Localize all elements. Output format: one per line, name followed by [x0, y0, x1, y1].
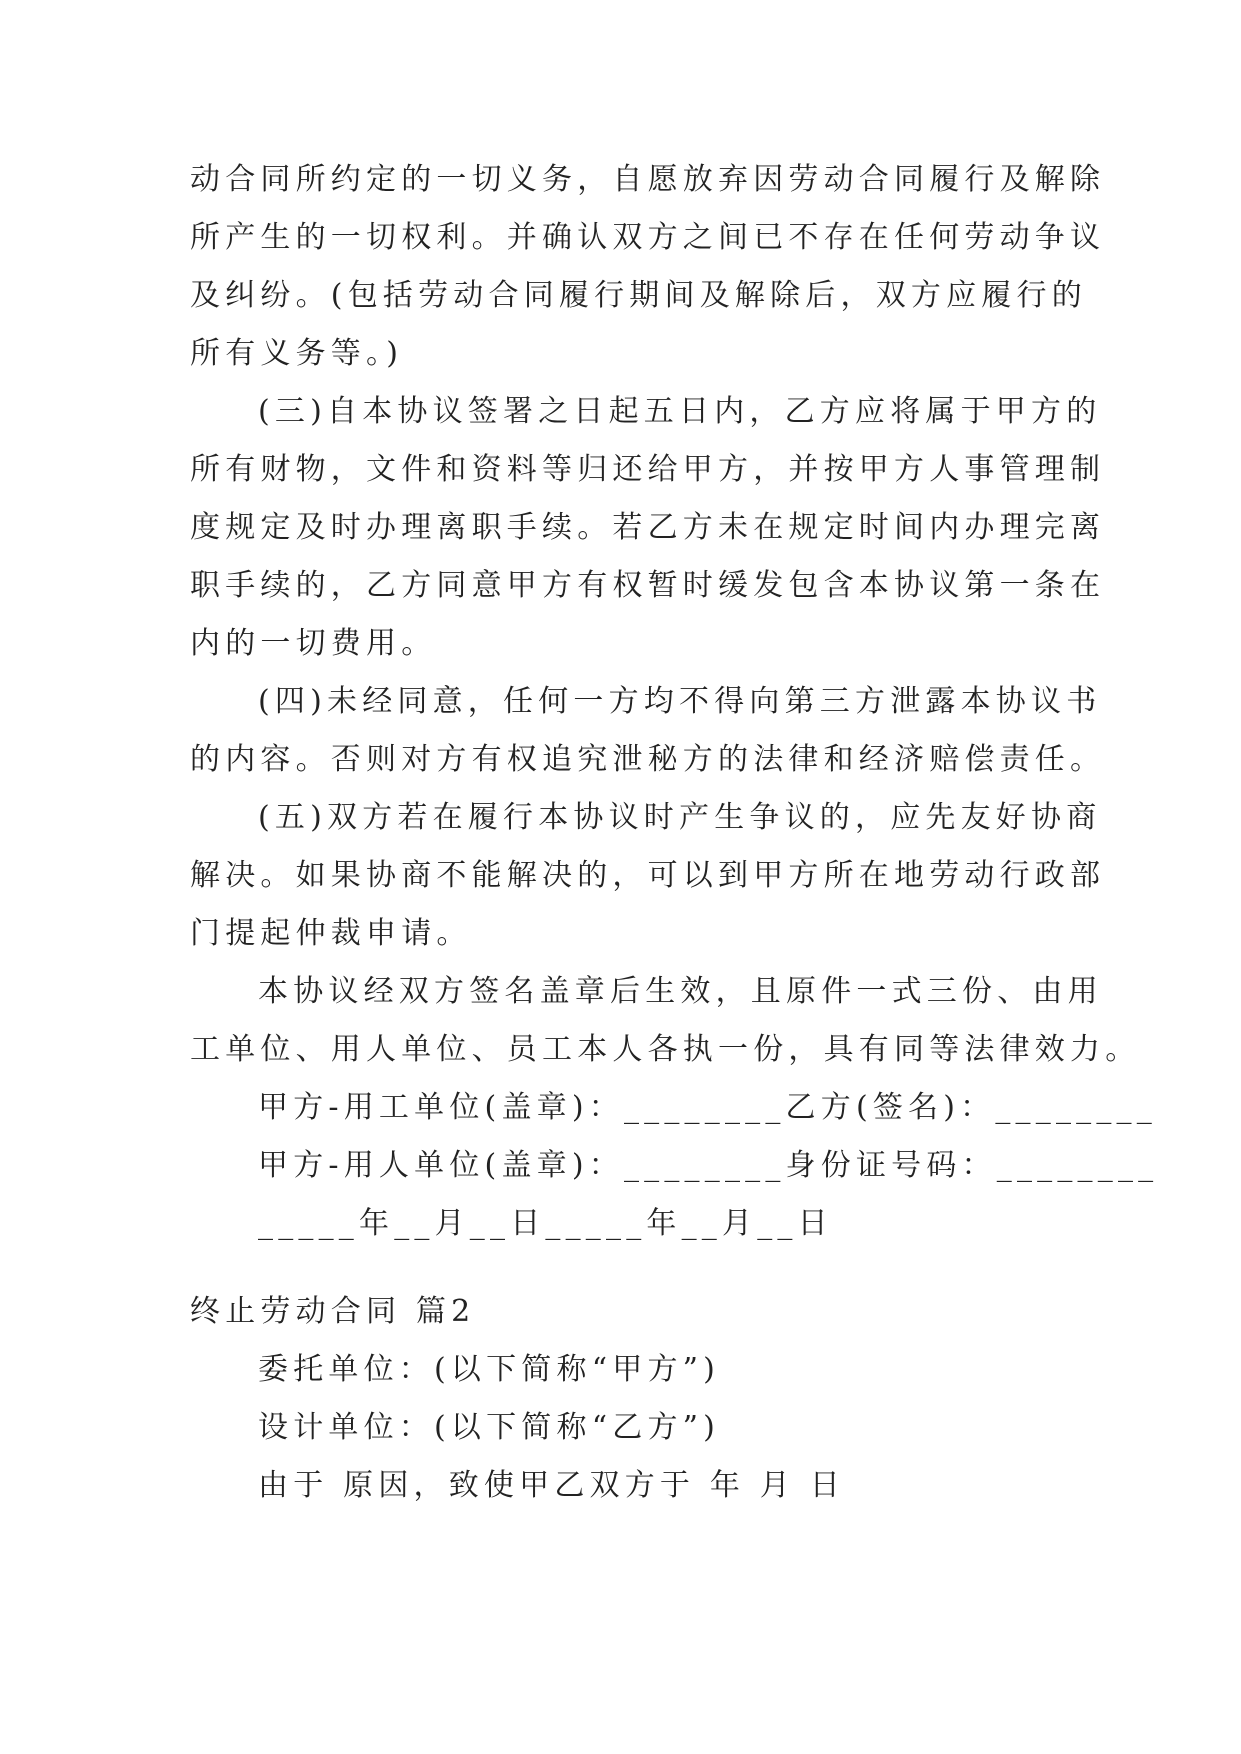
reason-line: 由于 原因，致使甲乙双方于 年 月 日 [258, 1468, 845, 1503]
client-unit-line: 委托单位：(以下简称“甲方”) [258, 1352, 721, 1387]
signature-line-employer: 甲方-用工单位(盖章)：________乙方(签名)：________ [258, 1090, 1157, 1125]
date-line: _____年__月__日_____年__月__日 [258, 1206, 833, 1241]
paragraph-line: 及纠纷。(包括劳动合同履行期间及解除后，双方应履行的 [190, 278, 1087, 313]
paragraph-line: 工单位、用人单位、员工本人各执一份，具有同等法律效力。 [190, 1032, 1141, 1067]
clause-five-line: (五)双方若在履行本协议时产生争议的，应先友好协商 [258, 800, 1102, 835]
paragraph-line: 所有财物，文件和资料等归还给甲方，并按甲方人事管理制 [190, 452, 1106, 487]
paragraph-line: 的内容。否则对方有权追究泄秘方的法律和经济赔偿责任。 [190, 742, 1106, 777]
effectiveness-line: 本协议经双方签名盖章后生效，且原件一式三份、由用 [258, 974, 1103, 1009]
clause-three-line: (三)自本协议签署之日起五日内，乙方应将属于甲方的 [258, 394, 1102, 429]
paragraph-line: 所有义务等。) [190, 336, 404, 371]
paragraph-line: 解决。如果协商不能解决的，可以到甲方所在地劳动行政部 [190, 858, 1106, 893]
paragraph-line: 所产生的一切权利。并确认双方之间已不存在任何劳动争议 [190, 220, 1106, 255]
paragraph-line: 度规定及时办理离职手续。若乙方未在规定时间内办理完离 [190, 510, 1106, 545]
paragraph-line: 职手续的，乙方同意甲方有权暂时缓发包含本协议第一条在 [190, 568, 1106, 603]
paragraph-line: 内的一切费用。 [190, 626, 437, 661]
paragraph-line: 门提起仲裁申请。 [190, 916, 472, 951]
clause-four-line: (四)未经同意，任何一方均不得向第三方泄露本协议书 [258, 684, 1102, 719]
section-heading: 终止劳动合同 篇2 [190, 1294, 476, 1329]
paragraph-line: 动合同所约定的一切义务，自愿放弃因劳动合同履行及解除 [190, 162, 1106, 197]
design-unit-line: 设计单位：(以下简称“乙方”) [258, 1410, 721, 1445]
signature-line-id: 甲方-用人单位(盖章)：________身份证号码：________ [258, 1148, 1159, 1183]
